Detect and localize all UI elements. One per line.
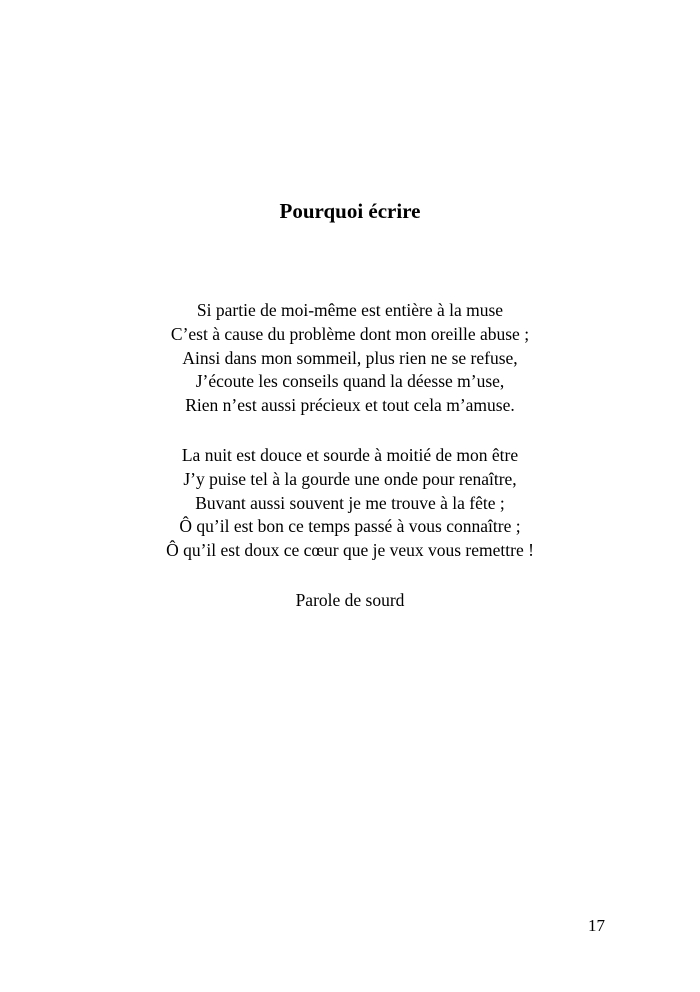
signature: Parole de sourd xyxy=(295,590,405,610)
verse-line: La nuit est douce et sourde à moitié de mon être xyxy=(181,445,519,465)
verse-line: C’est à cause du problème dont mon oreille abuse ; xyxy=(170,323,530,344)
page-number: 17 xyxy=(588,916,605,935)
verse-line: Ô qu’il est doux ce cœur que je veux vous remettre ! xyxy=(166,540,534,561)
verse-line: Rien n’est aussi précieux et tout cela m’amuse. xyxy=(185,395,515,416)
verse-line: Ainsi dans mon sommeil, plus rien ne se refuse, xyxy=(182,347,518,368)
verse-line: Ô qu’il est bon ce temps passé à vous connaître ; xyxy=(179,516,521,537)
verse-line: J’y puise tel à la gourde une onde pour renaître, xyxy=(183,468,517,489)
verse-line: J’écoute les conseils quand la déesse m’use, xyxy=(195,371,505,392)
stanza-2 xyxy=(0,444,700,563)
verse-line: Buvant aussi souvent je me trouve à la fête ; xyxy=(195,492,505,513)
verse-line: Si partie de moi-même est entière à la muse xyxy=(196,300,504,320)
poem-title: Pourquoi écrire xyxy=(279,199,421,223)
stanza-1 xyxy=(0,299,700,418)
